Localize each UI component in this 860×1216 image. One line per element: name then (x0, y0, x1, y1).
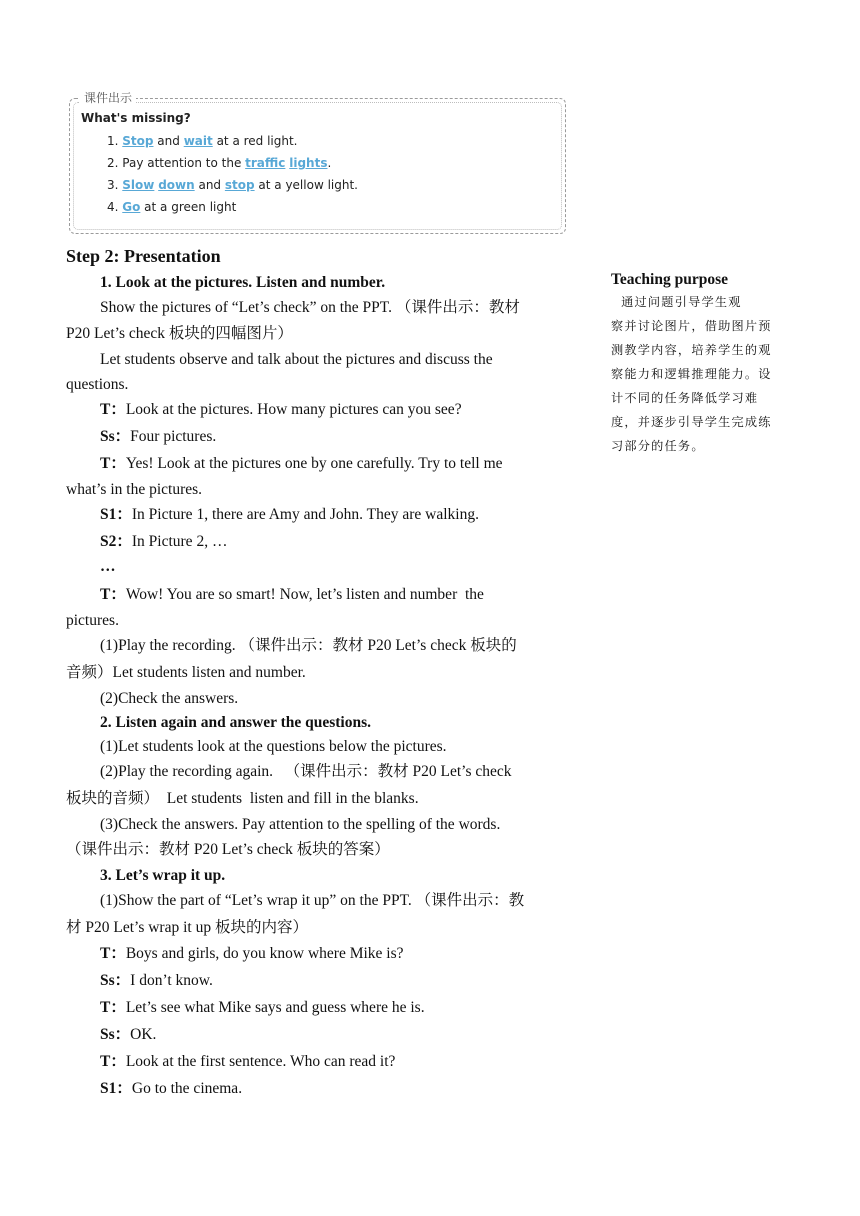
line-text: Go to the cinema. (131, 1080, 243, 1097)
line-text: P20 Let’s check 板块的四幅图片） (66, 325, 293, 342)
courseware-item (107, 178, 358, 192)
speaker-label: T： (100, 455, 126, 472)
text-line (100, 971, 213, 991)
text-line (100, 689, 238, 709)
item-text: and (153, 134, 184, 148)
teaching-purpose-line: 习部分的任务。 (611, 439, 705, 453)
keyword: stop (224, 178, 255, 192)
line-text: (1)Play the recording. （课件出示：教材 P20 Let’s check 板块的 (100, 637, 517, 654)
line-text: (1)Show the part of “Let’s wrap it up” on the PPT. （课件出示：教 (100, 892, 525, 909)
item-number: 1. (107, 134, 123, 148)
item-text: Pay attention to the (122, 156, 246, 170)
teaching-purpose-line: 度，并逐步引导学生完成练 (611, 415, 772, 429)
item-number: 3. (107, 178, 123, 192)
courseware-item (107, 134, 298, 148)
courseware-item (107, 200, 236, 214)
text-line (100, 454, 503, 474)
keyword: Go (122, 200, 141, 214)
text-line (100, 273, 385, 293)
text-line (100, 866, 225, 886)
line-text: 板块的音频） Let students listen and fill in the blanks. (66, 790, 419, 807)
speaker-label: T： (100, 1053, 126, 1070)
line-text: 1. Look at the pictures. Listen and number. (100, 274, 386, 291)
line-text: 材 P20 Let’s wrap it up 板块的内容） (66, 919, 308, 936)
text-line (100, 737, 447, 757)
text-line (66, 789, 419, 809)
item-number: 4. (107, 200, 123, 214)
speaker-label: Ss： (100, 428, 131, 445)
text-line (66, 663, 306, 683)
text-line (100, 298, 520, 318)
teaching-purpose-line: 通过问题引导学生观 (611, 295, 742, 309)
text-line (66, 611, 119, 631)
text-line (100, 998, 425, 1018)
text-line (100, 585, 484, 605)
keyword: down (158, 178, 195, 192)
line-text: questions. (66, 376, 129, 393)
text-line (66, 480, 202, 500)
line-text: Boys and girls, do you know where Mike is? (125, 945, 404, 962)
text-line (100, 636, 517, 656)
line-text: Show the pictures of “Let’s check” on the PPT. （课件出示：教材 (100, 299, 520, 316)
speaker-label: T： (100, 401, 126, 418)
keyword: wait (183, 134, 213, 148)
line-text: Look at the first sentence. Who can read it? (125, 1053, 396, 1070)
line-text: OK. (130, 1026, 157, 1043)
line-text: Look at the pictures. How many pictures can you see? (125, 401, 462, 418)
line-text: In Picture 2, … (131, 533, 228, 550)
text-line (100, 891, 524, 911)
line-text: Wow! You are so smart! Now, let’s listen and number the (125, 586, 484, 603)
keyword: traffic (245, 156, 286, 170)
text-line (100, 762, 512, 782)
speaker-label: T： (100, 586, 126, 603)
speaker-label: S2： (100, 533, 132, 550)
text-line (100, 944, 404, 964)
item-text: . (327, 156, 332, 170)
speaker-label: S1： (100, 506, 132, 523)
text-line (100, 400, 462, 420)
line-text: Four pictures. (130, 428, 217, 445)
keyword: lights (289, 156, 328, 170)
text-line (66, 840, 390, 860)
line-text: Let’s see what Mike says and guess where he is. (125, 999, 425, 1016)
text-line (66, 324, 293, 344)
line-text: (2)Play the recording again. （课件出示：教材 P20 Let’s check (100, 763, 512, 780)
item-number: 2. (107, 156, 123, 170)
teaching-purpose-line: 测教学内容，培养学生的观 (611, 343, 772, 357)
step-heading: Step 2: Presentation (66, 246, 221, 266)
text-line (100, 1052, 395, 1072)
line-text: Yes! Look at the pictures one by one carefully. Try to tell me (125, 455, 503, 472)
line-text: 3. Let’s wrap it up. (100, 867, 226, 884)
speaker-label: Ss： (100, 972, 131, 989)
line-text: I don’t know. (130, 972, 213, 989)
text-line (100, 427, 216, 447)
speaker-label: T： (100, 999, 126, 1016)
line-text: 2. Listen again and answer the questions. (100, 714, 372, 731)
line-text: (2)Check the answers. (100, 690, 239, 707)
line-text: (1)Let students look at the questions below the pictures. (100, 738, 447, 755)
text-line (100, 557, 116, 577)
text-line (100, 505, 479, 525)
line-text: pictures. (66, 612, 119, 629)
teaching-purpose-line: 察能力和逻辑推理能力。设 (611, 367, 772, 381)
teaching-purpose-title: Teaching purpose (611, 271, 728, 288)
text-line (100, 1025, 156, 1045)
item-text: and (194, 178, 225, 192)
speaker-label: T： (100, 945, 126, 962)
line-text: 音频）Let students listen and number. (66, 664, 306, 681)
text-line (100, 713, 371, 733)
line-text: what’s in the pictures. (66, 481, 203, 498)
line-text: (3)Check the answers. Pay attention to the spelling of the words. (100, 816, 501, 833)
item-text: at a red light. (212, 134, 298, 148)
text-line (100, 350, 493, 370)
line-text: … (100, 558, 116, 575)
line-text: （课件出示：教材 P20 Let’s check 板块的答案） (66, 841, 390, 858)
speaker-label: S1： (100, 1080, 132, 1097)
text-line (100, 815, 500, 835)
line-text: Let students observe and talk about the pictures and discuss the (100, 351, 493, 368)
text-line (100, 532, 227, 552)
courseware-title: What's missing? (81, 111, 191, 125)
courseware-tag (80, 89, 136, 106)
text-line (66, 375, 128, 395)
keyword: Stop (122, 134, 154, 148)
teaching-purpose-line: 计不同的任务降低学习难 (611, 391, 759, 405)
item-text: at a yellow light. (254, 178, 358, 192)
line-text: In Picture 1, there are Amy and John. They are walking. (131, 506, 479, 523)
text-line (100, 1079, 242, 1099)
courseware-tag-label: 课件出示 (84, 91, 133, 105)
item-text: at a green light (140, 200, 237, 214)
keyword: Slow (122, 178, 155, 192)
courseware-item (107, 156, 331, 170)
text-line (66, 918, 308, 938)
teaching-purpose-line: 察并讨论图片，借助图片预 (611, 319, 772, 333)
speaker-label: Ss： (100, 1026, 131, 1043)
